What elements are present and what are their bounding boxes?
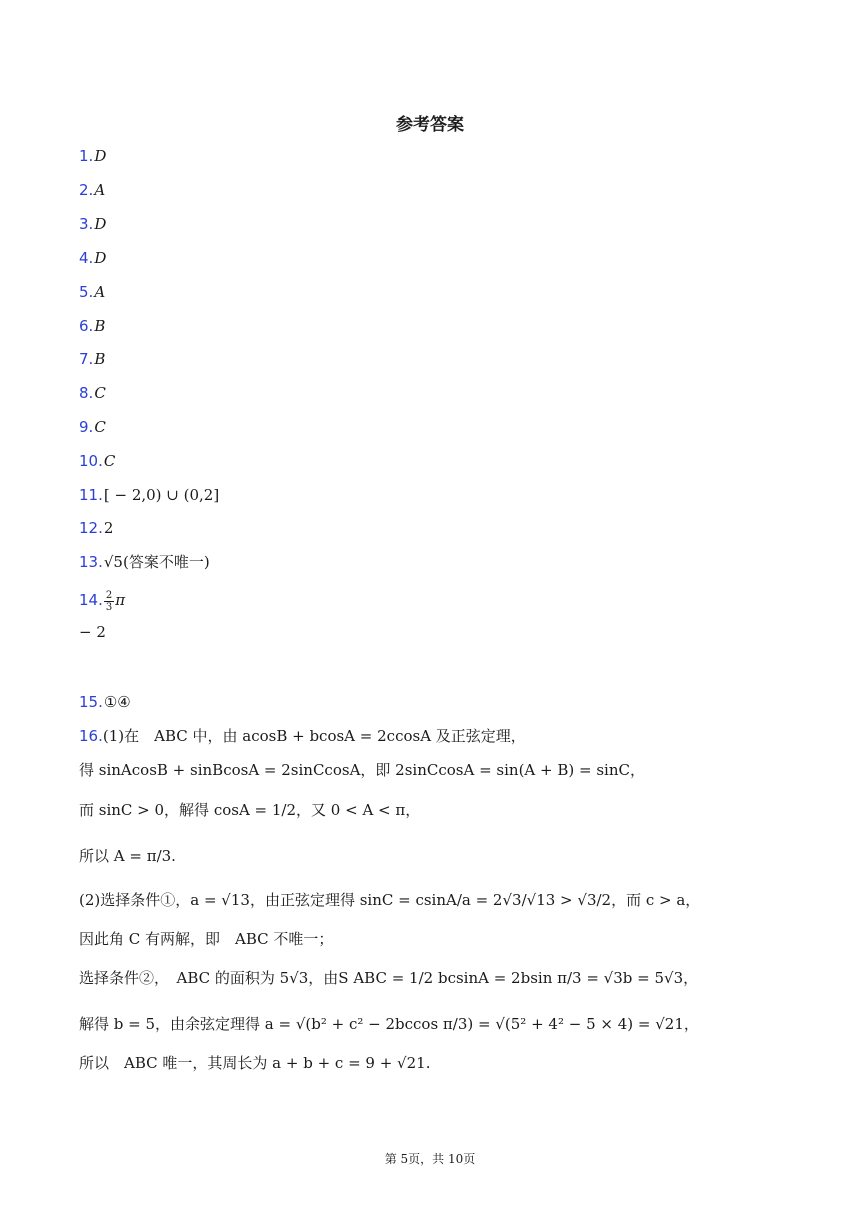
answer-extra: − 2 xyxy=(79,623,106,641)
answer-line xyxy=(79,248,106,268)
answer-line xyxy=(79,214,106,234)
answer-line xyxy=(79,282,105,302)
answer-value: [ − 2,0) ∪ (0,2] xyxy=(103,486,220,504)
answer-value: D xyxy=(94,147,107,165)
q16-line-8: 解得 b = 5，由余弦定理得 a = √(b² + c² − 2bccos π/3) = √(5² + 4² − 5 × 4) = √21， xyxy=(79,1015,699,1033)
answer-number: 10. xyxy=(79,452,103,470)
answer-number: 9. xyxy=(79,418,94,436)
answer-line xyxy=(79,485,219,505)
answer-number: 12. xyxy=(79,519,103,537)
answer-line xyxy=(79,692,131,712)
answer-line xyxy=(79,586,125,614)
answer-value: π xyxy=(115,591,126,609)
q16-line-2: 得 sinAcosB + sinBcosA = 2sinCcosA，即 2sinCcosA = sin(A + B) = sinC， xyxy=(79,761,645,779)
page-footer: 第 5页，共 10页 xyxy=(384,1152,476,1166)
answer-line xyxy=(79,383,106,403)
answer-value: A xyxy=(94,283,106,301)
answer-value: B xyxy=(94,350,106,368)
answer-value: B xyxy=(94,317,106,335)
answer-number: 5. xyxy=(79,283,94,301)
answer-number: 4. xyxy=(79,249,94,267)
q16-line-9: 所以 ABC 唯一，其周长为 a + b + c = 9 + √21. xyxy=(79,1054,431,1072)
answer-line xyxy=(79,349,105,369)
q16-line-5: (2)选择条件①，a = √13，由正弦定理得 sinC = csinA/a = 2√3/√13 > √3/2，而 c > a， xyxy=(79,891,701,909)
answer-number: 7. xyxy=(79,350,94,368)
answer-value: D xyxy=(94,215,107,233)
q16-line-4: 所以 A = π/3. xyxy=(79,847,176,865)
answer-line xyxy=(79,146,106,166)
answer-line xyxy=(79,417,106,437)
answer-line xyxy=(79,518,113,538)
answer-number: 6. xyxy=(79,317,94,335)
answer-value: A xyxy=(94,181,106,199)
answer-line xyxy=(79,451,115,471)
answer-line xyxy=(79,552,210,572)
answer-number: 1. xyxy=(79,147,94,165)
q16-line-7: 选择条件②， ABC 的面积为 5√3，由S ABC = 1/2 bcsinA = 2bsin π/3 = √3b = 5√3， xyxy=(79,969,699,987)
answer-line xyxy=(79,180,105,200)
q16-line-1: 16.(1)在 ABC 中，由 acosB + bcosA = 2ccosA 及正弦定理， xyxy=(79,727,526,745)
answer-number: 16. xyxy=(79,727,103,745)
q16-line-6: 因此角 C 有两解，即 ABC 不唯一； xyxy=(79,930,334,948)
answer-number: 13. xyxy=(79,553,103,571)
answer-value: C xyxy=(103,452,116,470)
answer-value: C xyxy=(94,418,106,436)
answer-number: 3. xyxy=(79,215,94,233)
answer-value: 2 xyxy=(103,519,114,537)
answer-number: 15. xyxy=(79,693,103,711)
answer-value: C xyxy=(94,384,106,402)
answer-number: 11. xyxy=(79,486,103,504)
answer-number: 8. xyxy=(79,384,94,402)
answer-value: √5(答案不唯一) xyxy=(103,553,210,571)
answer-value: D xyxy=(94,249,107,267)
page-title: 参考答案 xyxy=(396,115,464,135)
answer-value: ①④ xyxy=(103,693,131,711)
fraction: $\frac{2}{3}$ xyxy=(105,589,113,613)
answer-number: 14. xyxy=(79,591,103,609)
answer-number: 2. xyxy=(79,181,94,199)
q16-line-3: 而 sinC > 0，解得 cosA = 1/2，又 0 < A < π， xyxy=(79,801,421,819)
answer-line xyxy=(79,316,105,336)
